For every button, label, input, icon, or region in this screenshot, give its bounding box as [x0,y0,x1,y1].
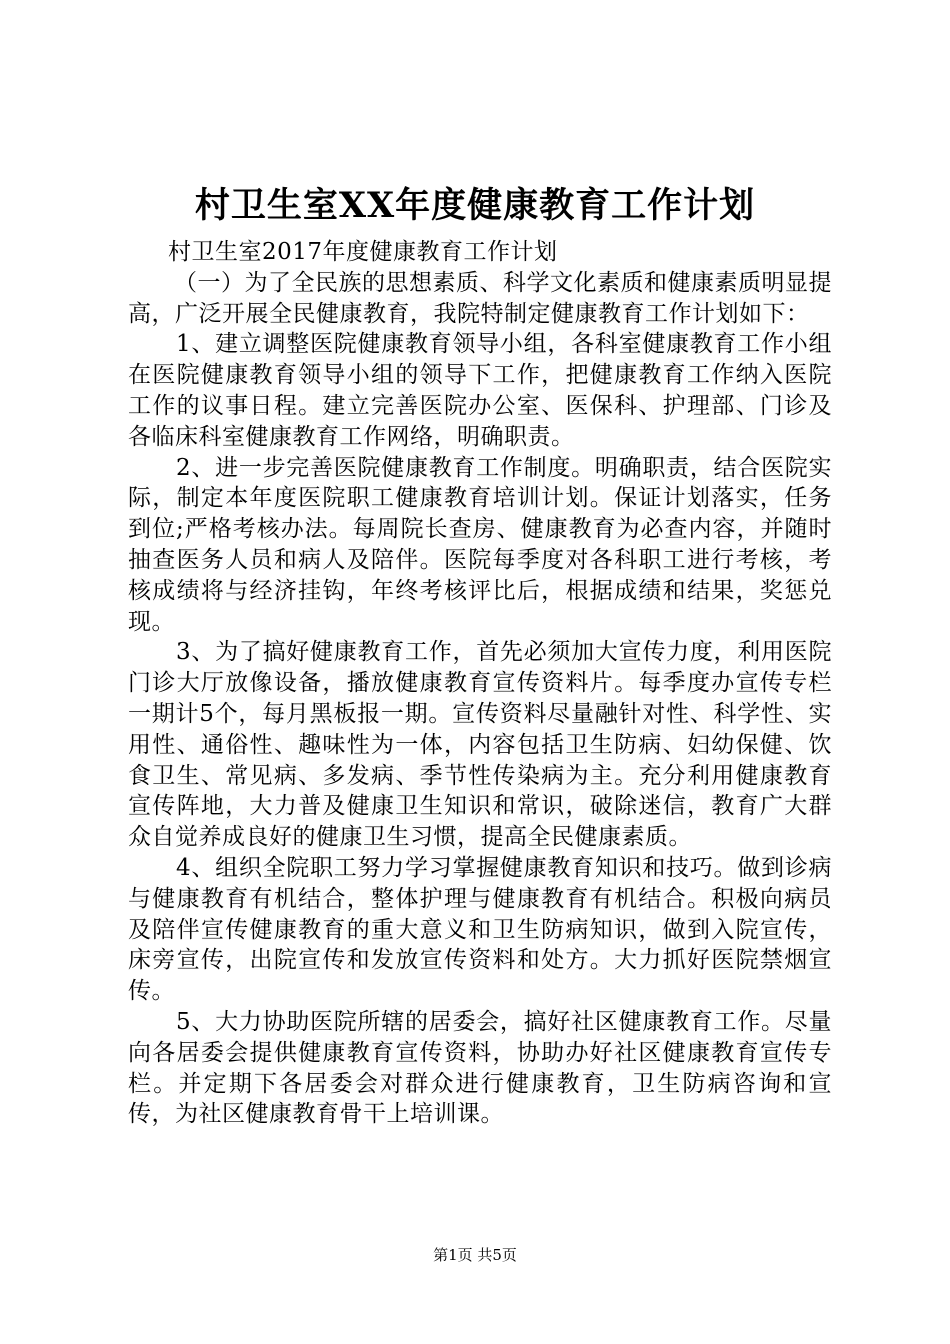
paragraph-3: 3、为了搞好健康教育工作，首先必须加大宣传力度，利用医院门诊大厅放像设备，播放健康教育宣传资料片。每季度办宣传专栏一期计5个，每月黑板报一期。宣传资料尽量融针对性、科学性、实用性、通俗性、趣味性为一体，内容包括卫生防病、妇幼保健、饮食卫生、常见病、多发病、季节性传染病为主。充分利用健康教育宣传阵地，大力普及健康卫生知识和常识，破除迷信，教育广大群众自觉养成良好的健康卫生习惯，提高全民健康素质。 [128,639,832,851]
intro-paragraph: （一）为了全民族的思想素质、科学文化素质和健康素质明显提高，广泛开展全民健康教育，我院特制定健康教育工作计划如下： [128,269,832,327]
page-footer: 第1页 共5页 [433,1246,517,1264]
paragraph-1: 1、建立调整医院健康教育领导小组，各科室健康教育工作小组在医院健康教育领导小组的领导下工作，把健康教育工作纳入医院工作的议事日程。建立完善医院办公室、医保科、护理部、门诊及各临床科室健康教育工作网络，明确职责。 [128,331,832,450]
paragraph-4: 4、组织全院职工努力学习掌握健康教育知识和技巧。做到诊病与健康教育有机结合，整体护理与健康教育有机结合。积极向病员及陪伴宣传健康教育的重大意义和卫生防病知识，做到入院宣传，床旁宣传，出院宣传和发放宣传资料和处方。大力抓好医院禁烟宣传。 [128,854,832,1005]
paragraph-5: 5、大力协助医院所辖的居委会，搞好社区健康教育工作。尽量向各居委会提供健康教育宣传资料，协助办好社区健康教育宣传专栏。并定期下各居委会对群众进行健康教育，卫生防病咨询和宣传，为社区健康教育骨干上培训课。 [128,1008,832,1128]
document-body [128,237,832,1130]
document-subtitle: 村卫生室2017年度健康教育工作计划 [168,239,558,265]
paragraph-2: 2、进一步完善医院健康教育工作制度。明确职责，结合医院实际，制定本年度医院职工健康教育培训计划。保证计划落实，任务到位;严格考核办法。每周院长查房、健康教育为必查内容，并随时抽查医务人员和病人及陪伴。医院每季度对各科职工进行考核，考核成绩将与经济挂钩，年终考核评比后，根据成绩和结果，奖惩兑现。 [128,454,832,635]
document-title: 村卫生室XX年度健康教育工作计划 [194,185,756,226]
